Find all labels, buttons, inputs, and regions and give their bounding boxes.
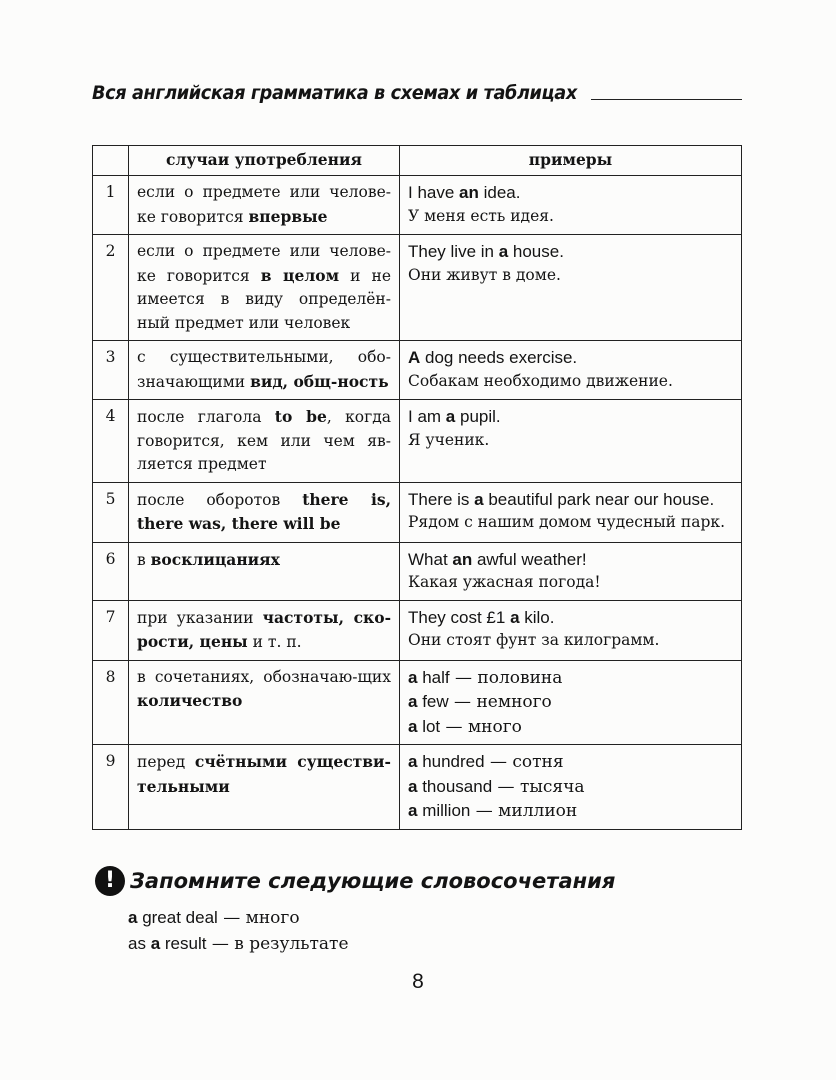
case-keyword: впервые <box>248 206 328 226</box>
example-text: They live in <box>408 242 499 261</box>
header-num <box>93 146 129 176</box>
example-text: half <box>417 667 450 687</box>
header-examples: примеры <box>400 146 742 176</box>
header-cases: случаи употребления <box>129 146 400 176</box>
page-header <box>92 82 742 104</box>
example-translation <box>408 629 733 653</box>
case-text: и т. п. <box>247 633 302 651</box>
example-translation <box>408 429 733 453</box>
phrase-item <box>128 905 349 931</box>
article-highlight: a <box>445 407 456 426</box>
example-text: beautiful park near our house. <box>483 489 715 509</box>
example-text: У меня есть идея. <box>408 206 554 225</box>
example-translation <box>408 205 733 229</box>
usage-examples <box>400 660 742 745</box>
article-highlight: an <box>452 549 473 569</box>
header-title: Вся английская грамматика в схемах и таблицах <box>92 82 577 104</box>
example-text: I am <box>408 407 446 426</box>
case-text: перед <box>137 753 195 771</box>
exclamation-icon: ! <box>95 866 125 896</box>
case-text: после оборотов <box>137 490 303 509</box>
example-english <box>408 405 733 429</box>
example-english <box>408 548 733 572</box>
example-translation <box>408 264 733 288</box>
example-english <box>408 775 733 800</box>
case-keyword: количество <box>137 691 243 710</box>
example-text: hundred <box>417 752 485 771</box>
table-body <box>93 176 742 830</box>
case-keyword: there is, there was, there will be <box>137 489 391 533</box>
example-text: — миллион <box>470 801 578 821</box>
example-text: Они живут в доме. <box>408 265 561 284</box>
article-highlight: a <box>408 801 418 820</box>
example-text: There is <box>408 489 475 509</box>
case-keyword: частоты, ско-рости, цены <box>137 607 391 651</box>
example-english <box>408 240 733 264</box>
usage-examples <box>400 482 742 542</box>
usage-case <box>129 235 400 341</box>
usage-case <box>129 745 400 830</box>
example-text: What <box>408 549 453 569</box>
row-number: 4 <box>93 400 129 483</box>
case-text: если о предмете или челове-ке говорится <box>137 242 391 285</box>
table-row <box>93 482 742 542</box>
usage-examples <box>400 176 742 235</box>
case-text: при указании <box>137 608 263 627</box>
case-text: в <box>137 550 151 569</box>
usage-examples <box>400 235 742 341</box>
note-title: Запомните следующие словосочетания <box>130 869 616 893</box>
case-text: после глагола <box>137 408 275 426</box>
example-translation <box>408 571 733 595</box>
example-text: Собакам необходимо движение. <box>408 371 673 390</box>
example-text: Я ученик. <box>408 430 490 449</box>
article-highlight: a <box>150 934 161 953</box>
row-number: 2 <box>93 235 129 341</box>
example-text: house. <box>508 242 564 261</box>
usage-examples <box>400 600 742 660</box>
example-english <box>408 488 733 512</box>
example-text: — много <box>440 716 522 737</box>
article-highlight: a <box>474 489 484 509</box>
phrase-item <box>128 931 349 957</box>
row-number: 1 <box>93 176 129 235</box>
case-text: в сочетаниях, обозначаю-щих <box>137 667 391 686</box>
page-number: 8 <box>412 970 424 993</box>
example-text: — половина <box>449 667 563 688</box>
example-english <box>408 346 733 370</box>
usage-table <box>92 145 742 830</box>
phrase-text: result <box>160 934 207 953</box>
article-highlight: A <box>408 348 421 367</box>
example-english <box>408 715 733 740</box>
example-text: lot <box>417 716 441 736</box>
row-number: 7 <box>93 600 129 660</box>
table-row <box>93 660 742 745</box>
row-number: 6 <box>93 542 129 600</box>
table-row <box>93 235 742 341</box>
phrase-text: great deal <box>137 908 218 927</box>
row-number: 8 <box>93 660 129 745</box>
usage-case <box>129 482 400 542</box>
usage-case <box>129 400 400 483</box>
example-text: million <box>417 801 471 820</box>
case-keyword: счётными существи-тельными <box>137 752 391 796</box>
example-english <box>408 750 733 775</box>
phrase-list <box>128 905 349 957</box>
case-text: если о предмете или челове-ке говорится <box>137 183 391 226</box>
usage-case <box>129 600 400 660</box>
case-keyword: to be <box>274 407 327 426</box>
table-row <box>93 176 742 235</box>
case-text: и не имеется в виду определён-ный предмет или человек <box>137 266 391 332</box>
example-text: Они стоят фунт за килограмм. <box>408 631 660 649</box>
case-keyword: восклицаниях <box>150 549 280 569</box>
example-text: Рядом с нашим домом чудесный парк. <box>408 513 726 531</box>
row-number: 5 <box>93 482 129 542</box>
row-number: 9 <box>93 745 129 830</box>
usage-case <box>129 542 400 600</box>
table-row <box>93 542 742 600</box>
article-highlight: a <box>408 752 418 771</box>
example-english <box>408 606 733 630</box>
phrase-text: as <box>128 934 151 953</box>
case-keyword: вид, общ-ность <box>250 371 389 391</box>
example-text: — тысяча <box>492 776 585 797</box>
example-translation <box>408 370 733 394</box>
table-row <box>93 745 742 830</box>
case-text: , когда говорится, кем или чем яв-ляется предмет <box>137 408 392 473</box>
example-translation <box>408 511 733 535</box>
example-text: I have <box>408 183 460 202</box>
example-text: thousand <box>417 776 493 796</box>
usage-case <box>129 176 400 235</box>
article-highlight: a <box>408 716 418 736</box>
usage-examples <box>400 745 742 830</box>
example-text: dog needs exercise. <box>420 348 578 367</box>
example-text: Какая ужасная погода! <box>408 573 601 591</box>
case-keyword: в целом <box>260 265 340 285</box>
article-highlight: a <box>408 692 418 711</box>
usage-examples <box>400 400 742 483</box>
table-row <box>93 341 742 400</box>
table-row <box>93 600 742 660</box>
note-heading <box>95 866 615 896</box>
example-english <box>408 666 733 691</box>
example-text: — сотня <box>484 752 564 772</box>
article-highlight: a <box>510 607 520 627</box>
example-text: awful weather! <box>472 549 587 569</box>
usage-examples <box>400 341 742 400</box>
phrase-text: — в результате <box>206 934 349 954</box>
usage-case <box>129 341 400 400</box>
article-highlight: a <box>498 242 509 261</box>
example-english <box>408 799 733 824</box>
usage-case <box>129 660 400 745</box>
example-text: idea. <box>478 183 521 202</box>
example-text: kilo. <box>519 607 555 627</box>
article-highlight: an <box>459 183 479 202</box>
row-number: 3 <box>93 341 129 400</box>
case-text: с существительными, обо-значающими <box>137 348 391 391</box>
table-header-row <box>93 146 742 176</box>
example-text: — немного <box>448 692 552 712</box>
example-english <box>408 690 733 715</box>
example-english <box>408 181 733 205</box>
usage-examples <box>400 542 742 600</box>
example-text: They cost £1 <box>408 607 511 627</box>
example-text: pupil. <box>455 407 501 426</box>
example-text: few <box>417 692 449 711</box>
header-rule <box>591 99 742 100</box>
article-highlight: a <box>408 667 418 687</box>
table-row <box>93 400 742 483</box>
article-highlight: a <box>128 908 138 927</box>
phrase-text: — много <box>217 908 300 928</box>
article-highlight: a <box>408 776 418 796</box>
